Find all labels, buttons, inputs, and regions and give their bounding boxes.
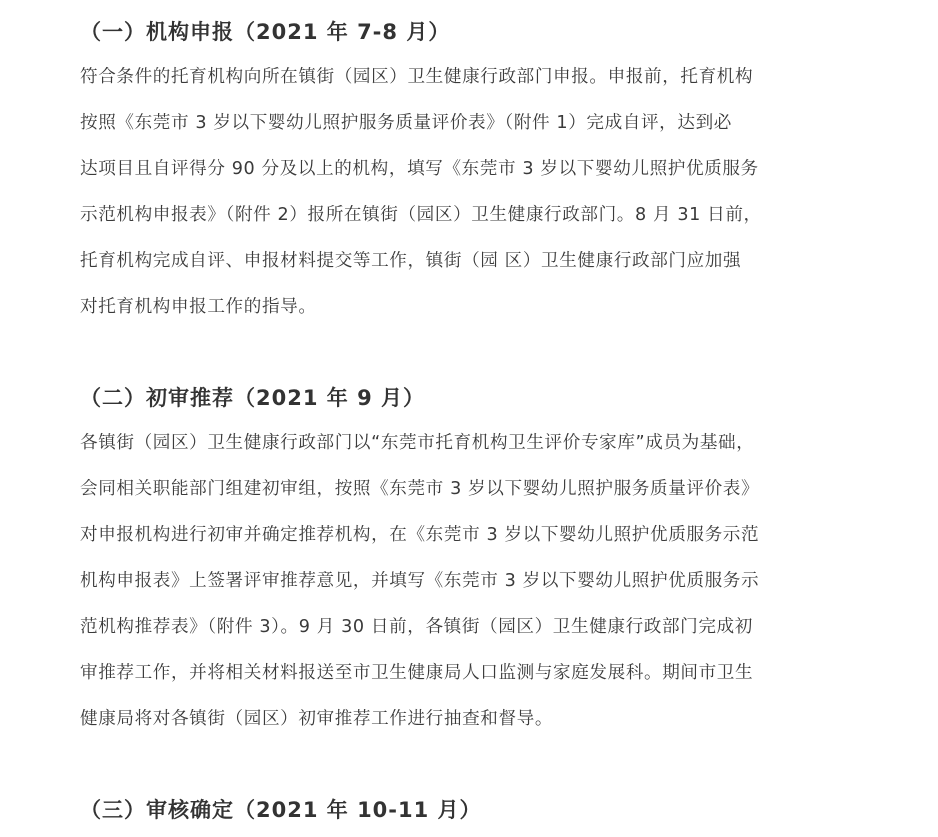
body-line: 会同相关职能部门组建初审组，按照《东莞市 3 岁以下婴幼儿照护服务质量评价表》 <box>80 479 760 499</box>
body-line: 范机构推荐表》（附件 3）。9 月 30 日前，各镇街（园区）卫生健康行政部门完成初 <box>80 617 753 637</box>
section-body-2 <box>80 420 870 742</box>
body-line: 各镇街（园区）卫生健康行政部门以“东莞市托育机构卫生评价专家库”成员为基础， <box>80 433 755 453</box>
section-heading-1: （一）机构申报（2021 年 7-8 月） <box>80 20 451 44</box>
body-line: 对申报机构进行初审并确定推荐机构，在《东莞市 3 岁以下婴幼儿照护优质服务示范 <box>80 525 760 545</box>
body-line: 按照《东莞市 3 岁以下婴幼儿照护服务质量评价表》（附件 1）完成自评，达到必 <box>80 113 732 133</box>
body-line: 对托育机构申报工作的指导。 <box>80 297 317 317</box>
body-line: 达项目且自评得分 90 分及以上的机构，填写《东莞市 3 岁以下婴幼儿照护优质服务 <box>80 159 759 179</box>
body-line: 健康局将对各镇街（园区）初审推荐工作进行抽查和督导。 <box>80 709 554 729</box>
section-heading-3: （三）审核确定（2021 年 10-11 月） <box>80 798 482 822</box>
body-line: 示范机构申报表》（附件 2）报所在镇街（园区）卫生健康行政部门。8 月 31 日前， <box>80 205 762 225</box>
section-body-1 <box>80 54 870 330</box>
section-heading-2: （二）初审推荐（2021 年 9 月） <box>80 386 425 410</box>
body-line: 符合条件的托育机构向所在镇街（园区）卫生健康行政部门申报。申报前，托育机构 <box>80 67 754 87</box>
body-line: 托育机构完成自评、申报材料提交等工作，镇街（园 区）卫生健康行政部门应加强 <box>80 251 742 271</box>
body-line: 审推荐工作，并将相关材料报送至市卫生健康局人口监测与家庭发展科。期间市卫生 <box>80 663 754 683</box>
body-line: 机构申报表》上签署评审推荐意见，并填写《东莞市 3 岁以下婴幼儿照护优质服务示 <box>80 571 760 591</box>
